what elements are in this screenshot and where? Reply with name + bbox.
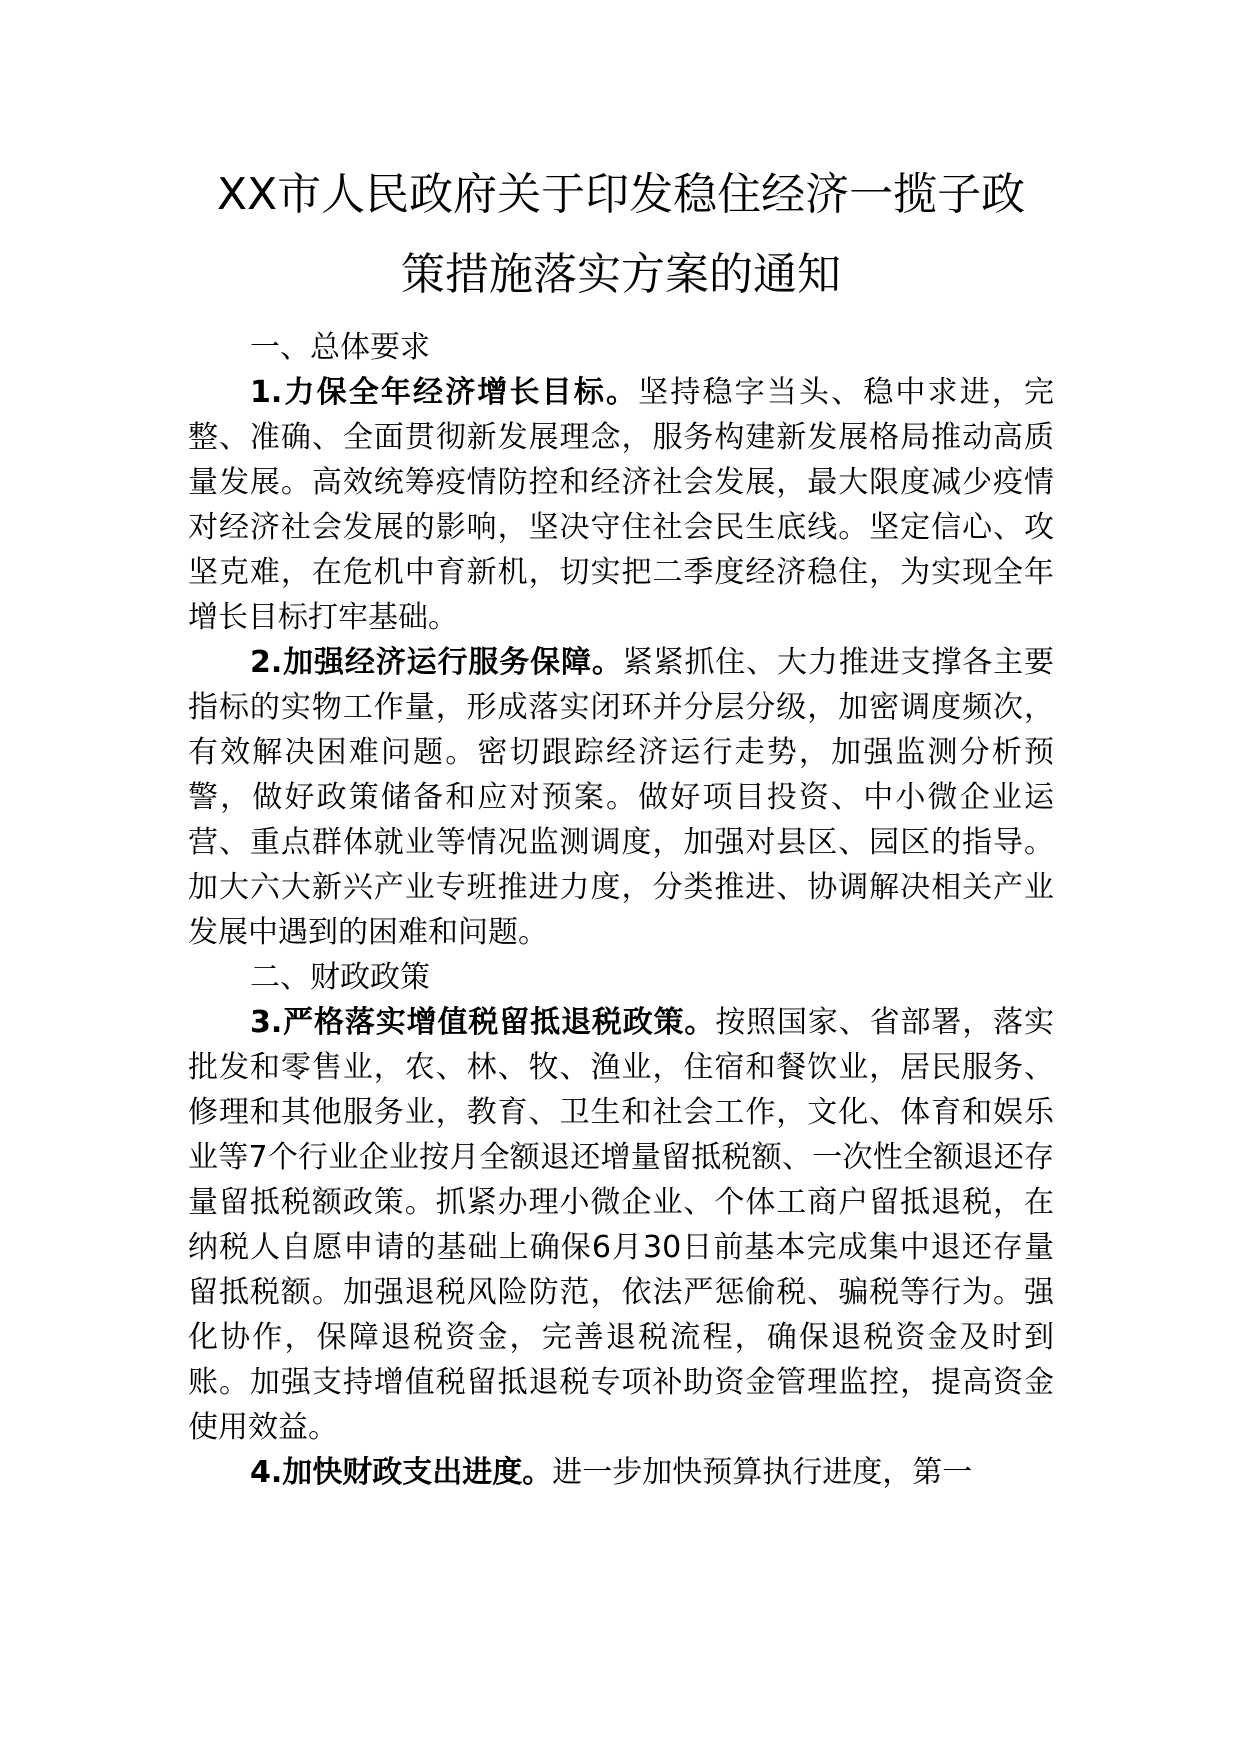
document-body xyxy=(188,325,1054,1495)
paragraph-item-1 xyxy=(188,370,1054,640)
title-line-2: 策措施落实方案的通知 xyxy=(401,249,841,300)
paragraph-item-2 xyxy=(188,640,1054,955)
document-page xyxy=(188,155,1054,1495)
section-heading-fiscal: 二、财政政策 xyxy=(250,960,430,995)
paragraph-text: 按照国家、省部署，落实批发和零售业，农、林、牧、渔业，住宿和餐饮业，居民服务、修理和其他服务业，教育、卫生和社会工作，文化、体育和娱乐业等7个行业企业按月全额退还增量留抵税额、一次性全额退还存量留抵税额政策。抓紧办理小微企业、个体工商户留抵退税，在纳税人自愿申请的基础上确保6月30日前基本完成集中退还存量留抵税额。加强退税风险防范，依法严惩偷税、骗税等行为。强化协作，保障退税资金，完善退税流程，确保退税资金及时到账。加强支持增值税留抵退税专项补助资金管理监控，提高资金使用效益。 xyxy=(188,1005,1054,1445)
paragraph-lead: 2.加强经济运行服务保障。 xyxy=(250,645,623,680)
paragraph-lead: 4.加快财政支出进度。 xyxy=(250,1455,553,1490)
title-line-1: XX市人民政府关于印发稳住经济一揽子政 xyxy=(216,169,1026,220)
document-title xyxy=(188,155,1054,315)
paragraph-item-4 xyxy=(188,1450,1054,1495)
paragraph-text: 紧紧抓住、大力推进支撑各主要指标的实物工作量，形成落实闭环并分层分级，加密调度频次，有效解决困难问题。密切跟踪经济运行走势，加强监测分析预警，做好政策储备和应对预案。做好项目投资、中小微企业运营、重点群体就业等情况监测调度，加强对县区、园区的指导。加大六大新兴产业专班推进力度，分类推进、协调解决相关产业发展中遇到的困难和问题。 xyxy=(188,645,1054,950)
paragraph-lead: 1.力保全年经济增长目标。 xyxy=(250,375,639,410)
paragraph-item-3 xyxy=(188,1000,1054,1450)
section-heading-general: 一、总体要求 xyxy=(250,330,430,365)
paragraph-lead: 3.严格落实增值税留抵退税政策。 xyxy=(250,1005,716,1040)
paragraph-text: 坚持稳字当头、稳中求进，完整、准确、全面贯彻新发展理念，服务构建新发展格局推动高质量发展。高效统筹疫情防控和经济社会发展，最大限度减少疫情对经济社会发展的影响，坚决守住社会民生底线。坚定信心、攻坚克难，在危机中育新机，切实把二季度经济稳住，为实现全年增长目标打牢基础。 xyxy=(188,375,1054,635)
paragraph-text: 进一步加快预算执行进度，第一 xyxy=(552,1455,973,1490)
